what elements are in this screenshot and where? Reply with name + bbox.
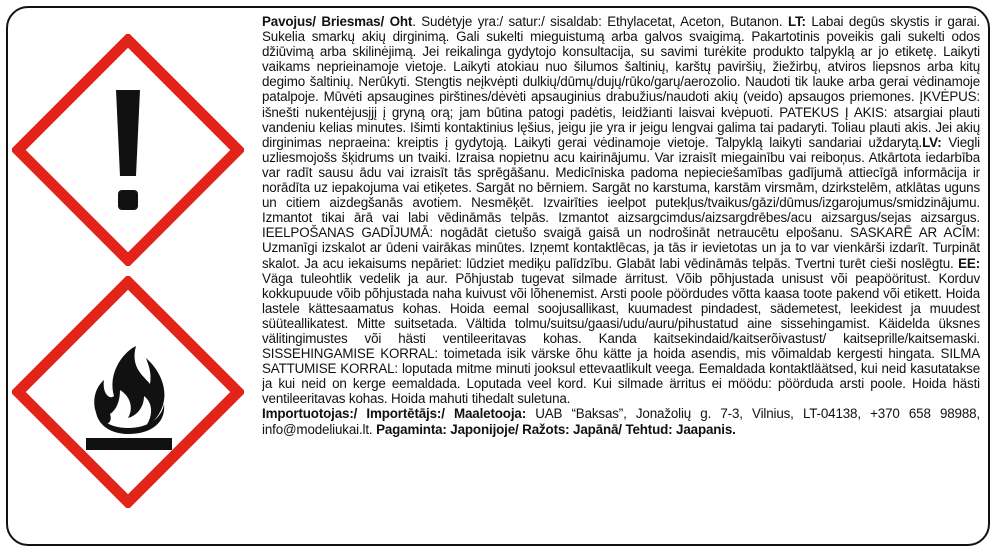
- ee-text: Väga tuleohtlik vedelik ja aur. Põhjustab tugevat silmade ärritust. Võib põhjustada unisust või peapööritust. Korduv kokkupuude võib põhjustada naha kuivust või lõhenemist. Arsti poole pöördudes võtta kaasa toote pakend või etikett. Hoida lastele kättesaamatus kohas. Hoida eemal soojusallikast, kuumadest pindadest, sädemetest, leekidest ja muudest süüteallikatest. Mitte suitsetada. Vältida tolmu/suitsu/gaasi/udu/auru/pihustatud aine sissehingamist. Käidelda üksnes välitingimustes või hästi ventileeritavas kohas. Kanda kaitsekindaid/kaitserõivastust/ kaitseprille/kaitsemaski. SISSEHINGAMISE KORRAL: toimetada isik värske õhu kätte ja hoida asendis, mis võimaldab kergesti hingata. SILMA SATTUMISE KORRAL: loputada mitme minuti jooksul ettevaatlikult veega. Eemaldada kontaktläätsed, kui neid kasutatakse ja kui neid on kerge eemaldada. Loputada veel kord. Kui silmade ärritus ei möödu: pöörduda arsti poole. Hoida hästi ventileeritavas kohas. Hoida mahuti tihedalt suletuna.: [262, 270, 980, 407]
- exclamation-mark-pictogram: [12, 34, 244, 266]
- lv-label: LV:: [922, 134, 942, 150]
- ee-label: EE:: [958, 255, 980, 271]
- importer-line: [262, 406, 980, 436]
- signal-word: Pavojus/ Briesmas/ Oht: [262, 14, 413, 29]
- hazard-text: [262, 14, 980, 534]
- flame-pictogram: [12, 276, 244, 508]
- importer-text: UAB “Baksas”, Jonažolių g. 7-3, Vilnius, LT-04138, +370 658 98988, info@modeliukai.lt.: [262, 406, 980, 437]
- exclamation-mark-icon: [12, 34, 244, 266]
- importer-label: Importuotojas:/ Importētājs:/ Maaletooja:: [262, 406, 527, 422]
- lv-text: Viegli uzliesmojošs šķidrums un tvaiki. Izraisa nopietnu acu kairinājumu. Var izraisīt miegainību vai reiboņus. Atkārtota iedarbība var radīt sausu ādu vai izraisīt tās sprēgāšanu. Medicīniska padoma nepieciešamības gadījumā attiecīgā informācija ir norādīta uz iepakojuma vai etiķetes. Sargāt no bērniem. Sargāt no karstuma, karstām virsmām, dzirkstelēm, atklātas uguns un citiem aizdegšanās avotiem. Nesmēķēt. Izvairīties ieelpot putekļus/tvaikus/gāzi/dūmus/izgarojumus/smidzinājumu. Izmantot tikai ārā vai labi vēdināmās telpās. Izmantot aizsargcimdus/aizsargdrēbes/acu aizsargus/sejas aizsargus. IEELPOŠANAS GADĪJUMĀ: nogādāt cietušo svaigā gaisā un nodrošināt netraucētu elpošanu. SASKARĒ AR ACĪM: Uzmanīgi izskalot ar ūdeni vairākas minūtes. Izņemt kontaktlēcas, ja tās ir ievietotas un ja to var vienkārši izdarīt. Turpināt skalot. Ja acu iekaisums nepāriet: lūdziet mediķu palīdzību. Glabāt labi vēdināmās telpās. Tvertni turēt cieši noslēgtu.: [262, 134, 980, 271]
- ingredients-text: . Sudėtyje yra:/ satur:/ sisaldab: Ethylacetat, Aceton, Butanon.: [412, 14, 788, 29]
- flame-icon: [12, 276, 244, 508]
- lt-text: Labai degūs skystis ir garai. Sukelia smarkų akių dirginimą. Gali sukelti mieguistumą arba galvos svaigimą. Pakartotinis poveikis gali sukelti odos džiūvimą arba skilinėjimą. Jei reikalinga gydytojo konsultacija, su savimi turėkite produkto talpyklą ar jo etiketę. Laikyti vaikams neprieinamoje vietoje. Laikyti atokiau nuo šilumos šaltinių, karštų paviršių, žiežirbų, atviros liepsnos arba kitų degimo šaltinių. Nerūkyti. Stengtis neįkvėpti dulkių/dūmų/dujų/rūko/garų/aerozolio. Naudoti tik lauke arba gerai vėdinamoje patalpoje. Mūvėti apsaugines pirštines/dėvėti apsauginius drabužius/naudoti akių (veido) apsaugos priemones. ĮKVĖPUS: išnešti nukentėjusįjį į gryną orą; jam būtina patogi padėtis, leidžianti laisvai kvėpuoti. PATEKUS Į AKIS: atsargiai plauti vandeniu kelias minutes. Išimti kontaktinius lęšius, jeigu jie yra ir jeigu lengvai galima tai padaryti. Toliau plauti akis. Jei akių dirginimas nepraeina: kreiptis į gydytoją. Laikyti gerai vėdinamoje vietoje. Talpyklą laikyti sandariai uždarytą.: [262, 14, 980, 150]
- lt-label: LT:: [787, 14, 806, 29]
- origin-text: Pagaminta: Japonijoje/ Ražots: Japānā/ Tehtud: Jaapanis.: [376, 421, 736, 437]
